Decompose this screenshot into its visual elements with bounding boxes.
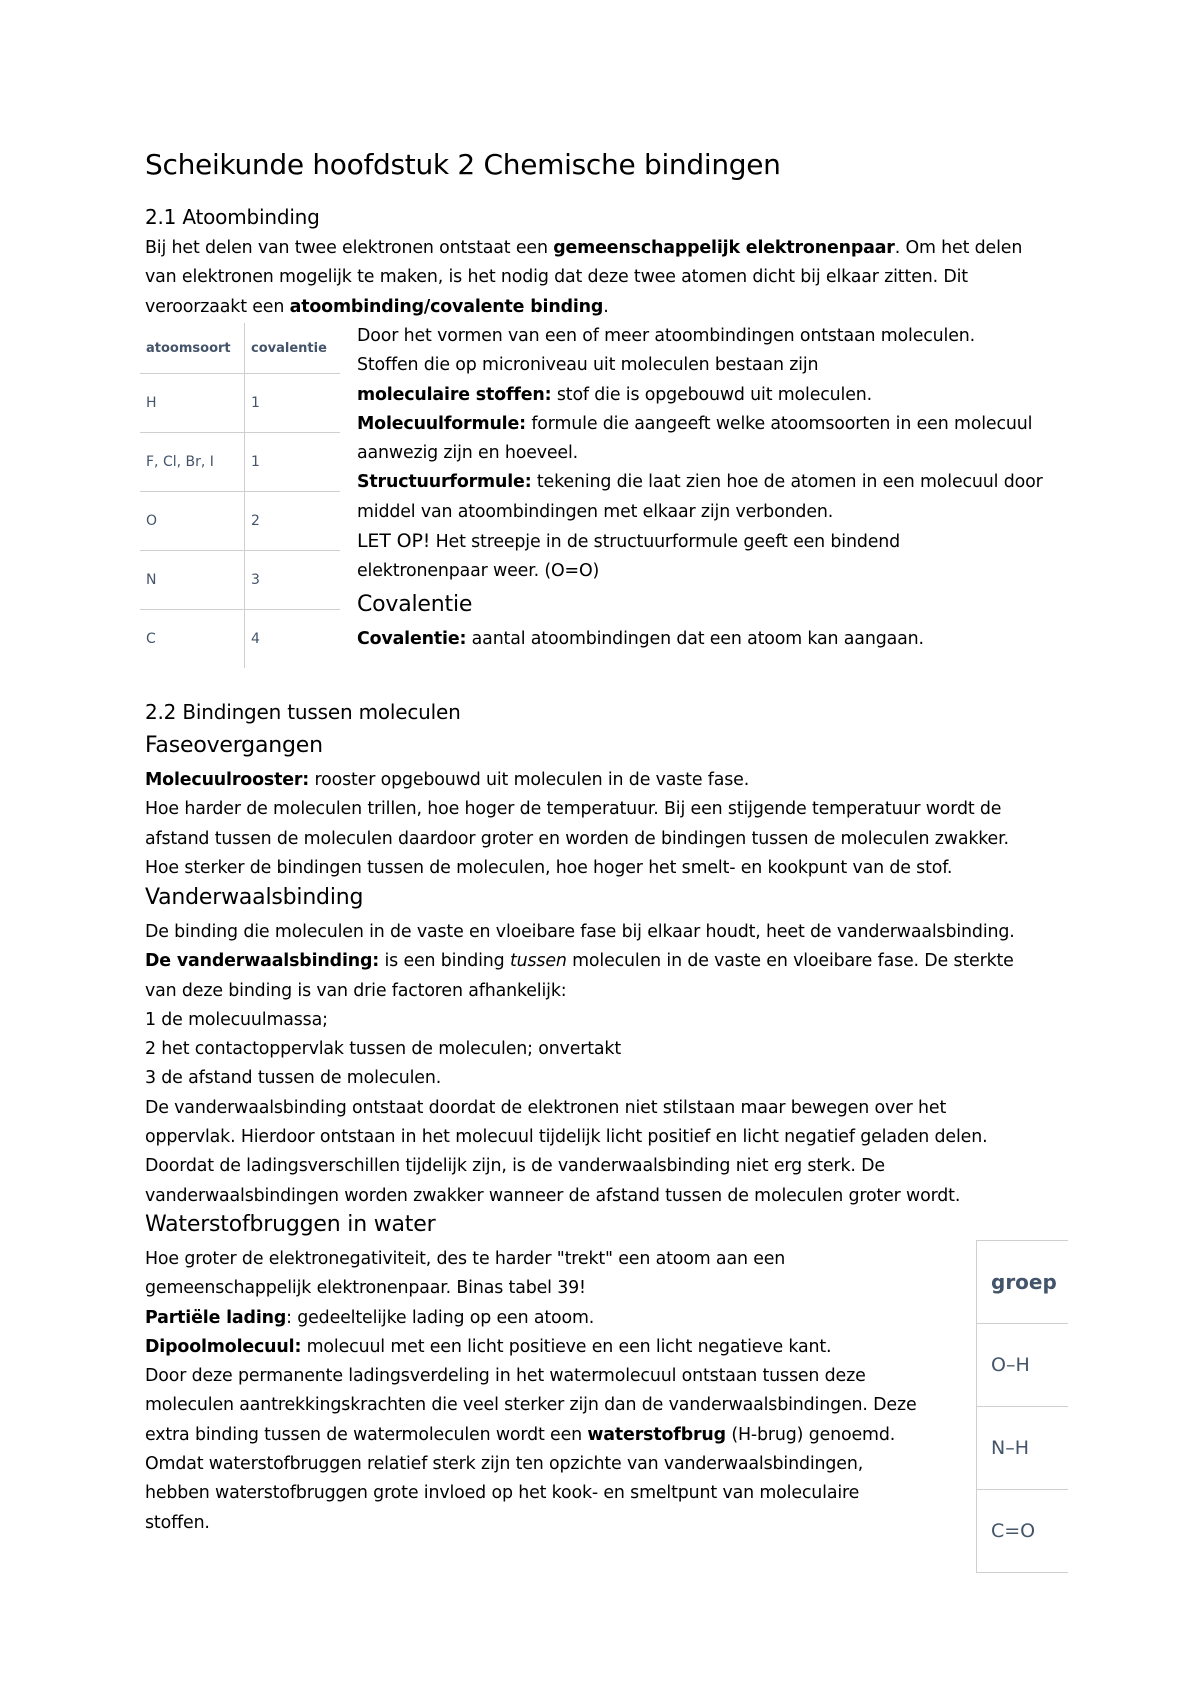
water-line: Hoe groter de elektronegativiteit, des te harder "trekt" een atoom aan een	[145, 1249, 786, 1269]
vdw-line: 3 de afstand tussen de moleculen.	[145, 1068, 442, 1089]
section-2-1-side-text	[357, 322, 1043, 587]
table-row	[140, 492, 340, 551]
atoomsoort-cell: C	[140, 610, 245, 669]
vanderwaalsbinding-heading: Vanderwaalsbinding	[145, 885, 364, 910]
table-row	[140, 374, 340, 433]
column-header-covalentie: covalentie	[251, 340, 327, 356]
side-line: elektronenpaar weer. (O=O)	[357, 561, 600, 582]
groep-table-header	[977, 1241, 1069, 1324]
side-line: Door het vormen van een of meer atoombindingen ontstaan moleculen.	[357, 326, 976, 346]
intro-line-2: van elektronen mogelijk te maken, is het nodig dat deze twee atomen dicht bij elkaar zitten. Dit	[145, 267, 968, 288]
atoomsoort-cell: F, Cl, Br, I	[140, 433, 245, 492]
page-title: Scheikunde hoofdstuk 2 Chemische bindingen	[145, 148, 781, 181]
atoomsoort-cell: H	[140, 374, 245, 433]
covalentie-cell: 2	[245, 492, 341, 551]
side-line: moleculaire stoffen: stof die is opgebouwd uit moleculen.	[357, 384, 873, 405]
waterstofbruggen-heading: Waterstofbruggen in water	[145, 1212, 436, 1237]
table-row	[140, 433, 340, 492]
covalentie-cell: 4	[245, 610, 341, 669]
covalentie-cell: 1	[245, 374, 341, 433]
water-line: gemeenschappelijk elektronenpaar. Binas tabel 39!	[145, 1278, 586, 1299]
water-line: Door deze permanente ladingsverdeling in het watermolecuul ontstaan tussen deze	[145, 1366, 866, 1387]
table-row	[140, 551, 340, 610]
groep-cell: N–H	[977, 1407, 1069, 1490]
vanderwaalsbinding-text	[145, 918, 1015, 1211]
atoomsoort-cell: N	[140, 551, 245, 610]
vdw-line: van deze binding is van drie factoren afhankelijk:	[145, 980, 567, 1001]
water-line: Omdat waterstofbruggen relatief sterk zijn ten opzichte van vanderwaalsbindingen,	[145, 1454, 864, 1475]
side-line: LET OP! Het streepje in de structuurformule geeft een bindend	[357, 530, 901, 553]
groep-table	[976, 1240, 1068, 1573]
section-heading-2-1: 2.1 Atoombinding	[145, 205, 320, 229]
fase-line: afstand tussen de moleculen daardoor groter en worden de bindingen tussen de moleculen zwakker.	[145, 828, 1009, 849]
faseovergangen-text	[145, 766, 1009, 883]
fase-line: Molecuulrooster: rooster opgebouwd uit moleculen in de vaste fase.	[145, 770, 750, 790]
fase-line: Hoe harder de moleculen trillen, hoe hoger de temperatuur. Bij een stijgende temperatuur wordt de	[145, 799, 1002, 820]
side-line: Molecuulformule: formule die aangeeft welke atoomsoorten in een molecuul	[357, 413, 1033, 434]
water-line: extra binding tussen de watermoleculen wordt een waterstofbrug (H-brug) genoemd.	[145, 1424, 896, 1445]
covalentie-heading: Covalentie	[357, 592, 473, 617]
vdw-line: 1 de molecuulmassa;	[145, 1009, 328, 1030]
vdw-line: De binding die moleculen in de vaste en vloeibare fase bij elkaar houdt, heet de vanderwaalsbinding.	[145, 922, 1015, 942]
intro-line-3: veroorzaakt een atoombinding/covalente binding.	[145, 296, 609, 317]
water-line: hebben waterstofbruggen grote invloed op het kook- en smeltpunt van moleculaire	[145, 1483, 860, 1504]
table-row	[977, 1407, 1069, 1490]
section-heading-2-2: 2.2 Bindingen tussen moleculen	[145, 700, 461, 724]
side-line: aanwezig zijn en hoeveel.	[357, 443, 579, 464]
groep-cell: O–H	[977, 1324, 1069, 1407]
waterstofbruggen-text	[145, 1245, 917, 1538]
covalentie-table-header	[140, 323, 340, 374]
covalentie-cell: 1	[245, 433, 341, 492]
faseovergangen-heading: Faseovergangen	[145, 733, 323, 758]
groep-cell: C=O	[977, 1490, 1069, 1573]
vdw-line: 2 het contactoppervlak tussen de moleculen; onvertakt	[145, 1039, 622, 1060]
covalentie-table	[140, 323, 340, 668]
side-line: Stoffen die op microniveau uit moleculen bestaan zijn	[357, 355, 819, 376]
vdw-line: vanderwaalsbindingen worden zwakker wanneer de afstand tussen de moleculen groter wordt.	[145, 1185, 961, 1206]
vdw-line: De vanderwaalsbinding: is een binding tussen moleculen in de vaste en vloeibare fase. De sterkte	[145, 951, 1014, 972]
table-row	[977, 1324, 1069, 1407]
atoomsoort-cell: O	[140, 492, 245, 551]
vdw-line: oppervlak. Hierdoor ontstaan in het molecuul tijdelijk licht positief en licht negatief geladen delen.	[145, 1127, 988, 1148]
water-line: Dipoolmolecuul: molecuul met een licht positieve en een licht negatieve kant.	[145, 1336, 832, 1357]
column-header-groep: groep	[977, 1241, 1069, 1324]
column-header-atoomsoort: atoomsoort	[140, 323, 245, 374]
covalentie-definition: Covalentie: aantal atoombindingen dat een atoom kan aangaan.	[357, 629, 924, 649]
water-line: moleculen aantrekkingskrachten die veel sterker zijn dan de vanderwaalsbindingen. Deze	[145, 1395, 917, 1416]
vdw-line: Doordat de ladingsverschillen tijdelijk zijn, is de vanderwaalsbinding niet erg sterk. De	[145, 1156, 885, 1177]
section-2-1-intro	[145, 234, 1022, 322]
covalentie-cell: 3	[245, 551, 341, 610]
vdw-line: De vanderwaalsbinding ontstaat doordat de elektronen niet stilstaan maar bewegen over het	[145, 1097, 947, 1118]
water-line: Partiële lading: gedeeltelijke lading op een atoom.	[145, 1307, 595, 1328]
intro-line-1: Bij het delen van twee elektronen ontstaat een gemeenschappelijk elektronenpaar. Om het delen	[145, 238, 1023, 258]
table-row	[977, 1490, 1069, 1573]
table-row	[140, 610, 340, 669]
side-line: Structuurformule: tekening die laat zien hoe de atomen in een molecuul door	[357, 472, 1043, 493]
side-line: middel van atoombindingen met elkaar zijn verbonden.	[357, 501, 834, 522]
fase-line: Hoe sterker de bindingen tussen de moleculen, hoe hoger het smelt- en kookpunt van de stof.	[145, 857, 953, 878]
water-line: stoffen.	[145, 1512, 210, 1533]
